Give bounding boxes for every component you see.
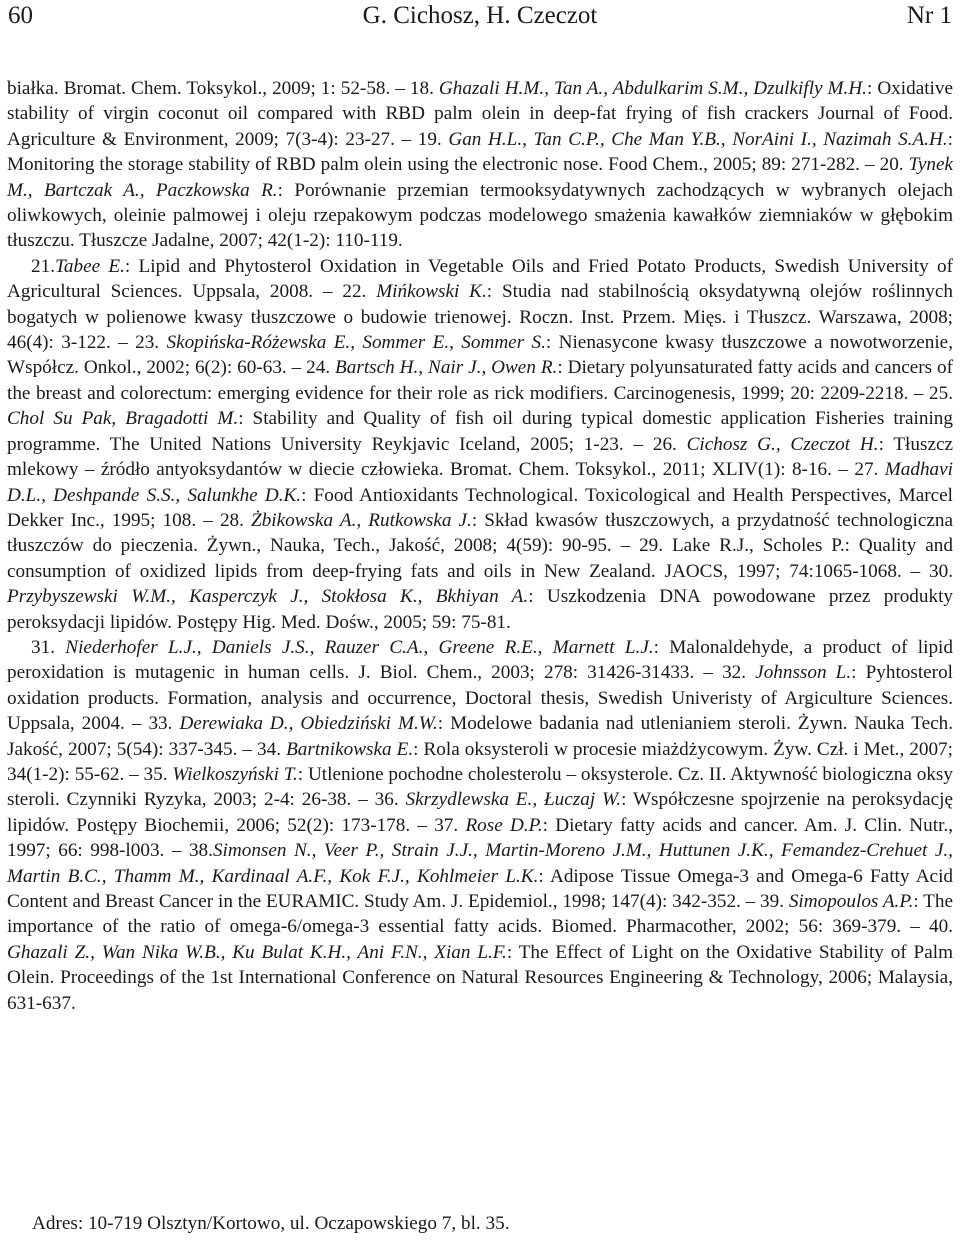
reference-authors: Madhavi D.L., Deshpande S.S., Salunkhe D.K. xyxy=(7,459,953,506)
reference-authors: Wielkoszyński T. xyxy=(172,763,298,785)
issue-number: Nr 1 xyxy=(906,2,952,29)
reference-authors: Żbikowska A., Rutkowska J. xyxy=(251,509,472,531)
reference-text: : Modelowe badania nad utlenianiem steroli. Żywn. Nauka Tech. Jakość, 2007; 5(54): 337-345. – 34. xyxy=(7,713,954,760)
reference-text: białka. Bromat. Chem. Toksykol., 2009; 1: 52-58. – 18. xyxy=(7,78,439,99)
reference-authors: Tabee E. xyxy=(54,255,125,277)
reference-paragraph xyxy=(7,76,953,254)
reference-text: : Malonaldehyde, a product of lipid peroxidation is mutagenic in human cells. J. Biol. Chem., 2003; 278: 31426-31433. – 32. xyxy=(7,636,953,684)
reference-text: : Tłuszcz mlekowy – źródło antyoksydantów w diecie człowieka. Bromat. Chem. Toksykol., 2011; XLIV(1): 8-16. – 27. xyxy=(7,433,953,481)
reference-authors: Gan H.L., Tan C.P., Che Man Y.B., NorAini I., Nazimah S.A.H. xyxy=(448,128,948,150)
reference-authors: Ghazali Z., Wan Nika W.B., Ku Bulat K.H., Ani F.N., Xian L.F. xyxy=(7,941,507,963)
reference-text: 21. xyxy=(31,255,55,277)
reference-authors: Simopoulos A.P. xyxy=(788,891,914,912)
reference-text: 31. xyxy=(31,636,66,658)
reference-authors: Przybyszewski W.M., Kasperczyk J., Stokłosa K., Bkhiyan A. xyxy=(7,586,529,608)
reference-text: : Lipid and Phytosterol Oxidation in Vegetable Oils and Fried Potato Products, Swedish University of Agricultural Sciences. Uppsala, 2008. – 22. xyxy=(7,255,953,303)
reference-authors: Skrzydlewska E., Łuczaj W. xyxy=(405,789,622,811)
reference-authors: Niederhofer L.J., Daniels J.S., Rauzer C.A., Greene R.E., Marnett L.J. xyxy=(65,636,654,658)
reference-authors: Tynek M., Bartczak A., Paczkowska R. xyxy=(7,154,953,201)
reference-paragraph xyxy=(7,254,953,635)
reference-text: : Utlenione pochodne cholesterolu – oksysterole. Cz. II. Aktywność biologiczna oksy steroli. Czynniki Ryzyka, 2003; 2-4: 26-38. – 36. xyxy=(7,763,953,811)
correspondence-address: Adres: 10-719 Olsztyn/Kortowo, ul. Oczapowskiego 7, bl. 35. xyxy=(32,1213,510,1234)
reference-text: : Nienasycone kwasy tłuszczowe a nowotworzenie, Współcz. Onkol., 2002; 6(2): 60-63. – 24. xyxy=(7,332,954,379)
reference-authors: Skopińska-Różewska E., Sommer E., Sommer S. xyxy=(166,332,546,354)
reference-authors: Mińkowski K. xyxy=(376,281,487,303)
reference-authors: Cichosz G., Czeczot H. xyxy=(686,433,879,455)
reference-text: : Porównanie przemian termooksydatywnych zachodzących w wybranych olejach oliwkowych, oleinie palmowej i oleju rzepakowym podczas modelowego smażenia kawałków ziemniaków w głębokim tłuszczu. Tłuszcze Jadalne, 2007; 42(1-2): 110-119. xyxy=(7,179,953,252)
reference-text: : Oxidative stability of virgin coconut oil compared with RBD palm olein in deep-fat frying of fish crackers Journal of Food. Agriculture & Environment, 2009; 7(3-4): 23-27. – 19. xyxy=(7,78,953,150)
running-head xyxy=(8,0,952,36)
reference-text: : Współczesne spojrzenie na peroksydację lipidów. Postępy Biochemii, 2006; 52(2): 173-178. – 37. xyxy=(7,789,953,836)
reference-authors: Bartnikowska E. xyxy=(286,738,414,760)
reference-text: : Pyhtosterol oxidation products. Formation, analysis and occurrence, Doctoral thesis, Swedish Univeristy of Argiculture Sciences. Uppsala, 2004. – 33. xyxy=(7,662,953,735)
reference-text: : Adipose Tissue Omega-3 and Omega-6 Fatty Acid Content and Breast Cancer in the EURAMIC. Study Am. J. Epidemiol., 1998; 147(4): 342-352. – 39. xyxy=(7,865,953,912)
reference-text: : Rola oksysteroli w procesie miażdżycowym. Żyw. Czł. i Met., 2007; 34(1-2): 55-62. – 35. xyxy=(7,738,953,785)
reference-text: : Dietary fatty acids and cancer. Am. J. Clin. Nutr., 1997; 66: 998-l003. – 38. xyxy=(7,814,954,862)
reference-text: : Stability and Quality of fish oil during typical domestic application Fisheries training programme. The United Nations University Reykjavic Iceland, 2005; 1-23. – 26. xyxy=(7,408,953,455)
reference-text: : Dietary polyunsaturated fatty acids and cancers of the breast and colorectum: emerging evidence for their role as rick modifiers. Carcinogenesis, 1999; 20: 2209-2218. – 25. xyxy=(7,357,953,404)
reference-authors: Derewiaka D., Obiedziński M.W. xyxy=(179,713,438,735)
reference-text: : Uszkodzenia DNA powodowane przez produkty peroksydacji lipidów. Postępy Hig. Med. Dośw., 2005; 59: 75-81. xyxy=(7,586,953,633)
reference-authors: Johnsson L. xyxy=(755,662,852,684)
reference-paragraph xyxy=(7,635,953,1016)
running-head-authors: G. Cichosz, H. Czeczot xyxy=(362,2,598,29)
reference-text: : Skład kwasów tłuszczowych, a przydatność technologiczna tłuszczów do pieczenia. Żywn., Nauka, Tech., Jakość, 2008; 4(59): 90-95. – 29. Lake R.J., Scholes P.: Quality and consumption of oxidized lipids from deep-frying fats and oils in New Zealand. JAOCS, 1997; 74:1065-1068. – 30. xyxy=(7,509,953,582)
reference-authors: Ghazali H.M., Tan A., Abdulkarim S.M., Dzulkifly M.H. xyxy=(438,78,867,99)
reference-authors: Simonsen N., Veer P., Strain J.J., Martin-Moreno J.M., Huttunen J.K., Femandez-Crehuet J., Martin B.C., Thamm M., Kardinaal A.F., Kok F.J., Kohlmeier L.K. xyxy=(7,840,953,887)
reference-text: : The importance of the ratio of omega-6/omega-3 essential fatty acids. Biomed. Pharmacother, 2002; 56: 369-379. – 40. xyxy=(7,891,954,938)
reference-text: : Food Antioxidants Technological. Toxicological and Health Perspectives, Marcel Dekker Inc., 1995; 108. – 28. xyxy=(7,484,953,531)
reference-authors: Chol Su Pak, Bragadotti M. xyxy=(7,408,239,430)
reference-text: : Monitoring the storage stability of RBD palm olein using the electronic nose. Food Chem., 2005; 89: 271-282. – 20. xyxy=(7,128,953,176)
page-number: 60 xyxy=(8,2,33,29)
reference-authors: Bartsch H., Nair J., Owen R. xyxy=(335,357,558,379)
reference-list xyxy=(7,76,953,1016)
reference-authors: Rose D.P. xyxy=(465,814,543,836)
reference-text: : The Effect of Light on the Oxidative Stability of Palm Olein. Proceedings of the 1st International Conference on Natural Resources Engineering & Technology, 2006; Malaysia, 631-637. xyxy=(7,941,953,1014)
reference-text: : Studia nad stabilnością oksydatywną olejów roślinnych bogatych w polienowe kwasy tłuszczowe o budowie trienowej. Roczn. Inst. Przem. Mięs. i Tłuszcz. Warszawa, 2008; 46(4): 3-122. – 23. xyxy=(7,281,953,354)
